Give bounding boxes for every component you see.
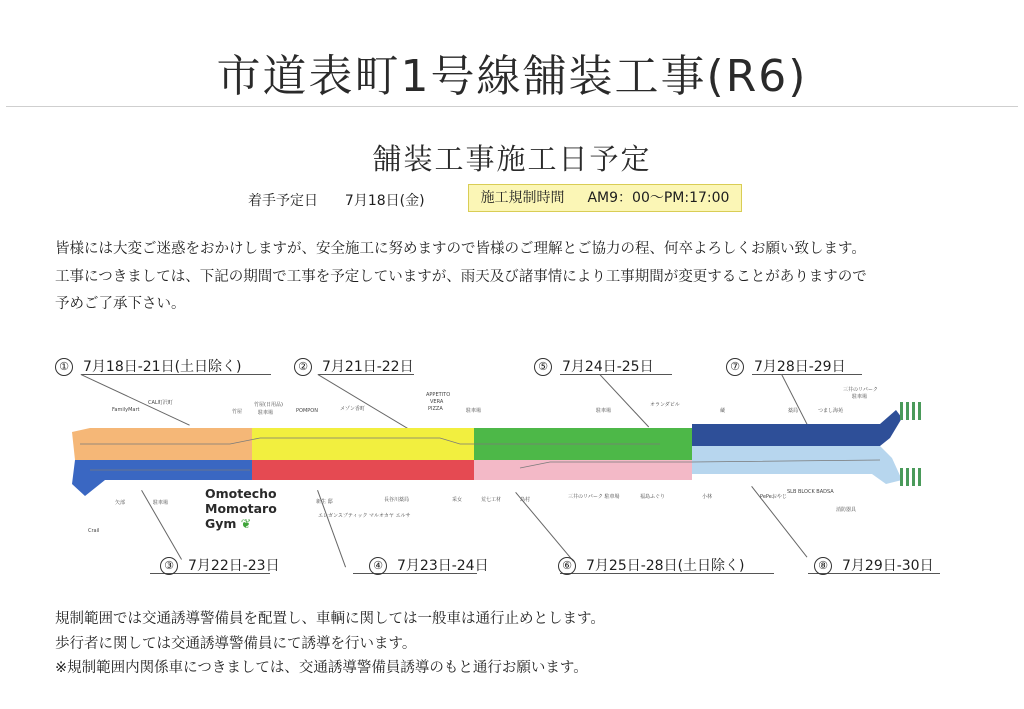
map-label-parking-c: 駐車場 xyxy=(596,408,612,414)
work-hours-box xyxy=(468,184,742,212)
map-label-ponpon: POMPON xyxy=(296,408,318,414)
schedule-dates-8: 7月29日-30日 xyxy=(842,558,934,574)
map-label-mitsui2: 三井のリパーク 駐車場 xyxy=(568,494,620,500)
map-label-appetito: APPETITO xyxy=(426,392,451,398)
map-label-kura: 蔵 xyxy=(720,408,726,414)
label-underline-2 xyxy=(318,374,414,375)
schedule-number-8: ⑧ xyxy=(814,557,832,575)
map-label-parking-e: 駐車場 xyxy=(153,500,169,506)
schedule-label-6 xyxy=(558,555,745,575)
schedule-label-1 xyxy=(55,356,242,376)
map-label-parking-a: 駐車場 xyxy=(258,410,274,416)
work-hours-label: 施工規制時間 xyxy=(480,190,565,206)
leaf-icon: ❦ xyxy=(240,516,252,531)
schedule-dates-2: 7月21日-22日 xyxy=(322,359,414,375)
note-line-3: ※規制範囲内関係車につきましては、交通誘導警備員誘導のもと通行お願います。 xyxy=(55,660,588,676)
road-segments xyxy=(72,410,902,496)
map-label-shima: 島村 xyxy=(520,497,531,503)
gym-logo-line-2: Momotaro xyxy=(205,501,277,516)
map-label-uneme: 采女 xyxy=(452,497,463,503)
gym-logo-line-1: Omotecho xyxy=(205,486,277,501)
map-label-koka: 小林 xyxy=(702,494,713,500)
schedule-dates-3: 7月22日-23日 xyxy=(188,558,280,574)
schedule-number-5: ⑤ xyxy=(534,358,552,376)
note-line-1: 規制範囲では交通誘導警備員を配置し、車輌に関しては一般車は通行止めとします。 xyxy=(55,611,605,627)
schedule-label-3 xyxy=(160,555,280,575)
schedule-number-6: ⑥ xyxy=(558,557,576,575)
segment-7-area xyxy=(692,410,902,446)
map-label-fire: 消防器具 xyxy=(836,507,857,513)
start-date-line xyxy=(248,190,425,210)
map-label-cal: CAL町沢町 xyxy=(148,400,173,406)
schedule-dates-4: 7月23日-24日 xyxy=(397,558,489,574)
crosswalk xyxy=(900,402,921,486)
map-label-pepe: PePeおやじ xyxy=(760,494,787,500)
map-label-parking-b: 駐車場 xyxy=(466,408,482,414)
map-label-tsumashi: つまし海苑 xyxy=(818,408,844,414)
map-label-crail: Crail xyxy=(88,528,100,534)
start-date-label: 着手予定日 xyxy=(248,193,318,209)
page-subtitle: 舗装工事施工日予定 xyxy=(372,142,652,176)
construction-area-map xyxy=(60,392,940,542)
intro-line-1: 皆様には大変ご迷惑をおかけしますが、安全施工に努めますので皆様のご理解とご協力の程、何卒よろしくお願い致します。 xyxy=(55,241,866,257)
map-label-takeya: 竹屋 xyxy=(232,409,243,415)
map-label-block: SLB BLOCK BADSA xyxy=(787,489,834,495)
map-label-vera: VERA xyxy=(430,399,444,405)
schedule-dates-6: 7月25日-28日(土日除く) xyxy=(586,558,745,574)
segment-4-area xyxy=(252,460,474,480)
map-label-yakkyoku: 薬局 xyxy=(788,408,799,414)
label-underline-1 xyxy=(81,374,271,375)
map-label-hasegawa: 長谷川薬局 xyxy=(384,497,410,503)
map-label-shinsen: 新生 邸 xyxy=(316,499,333,505)
gym-logo xyxy=(205,486,277,531)
schedule-number-2: ② xyxy=(294,358,312,376)
map-label-pizza: PIZZA xyxy=(428,406,443,412)
segment-8-area xyxy=(692,446,902,484)
schedule-number-7: ⑦ xyxy=(726,358,744,376)
schedule-label-4 xyxy=(369,555,489,575)
map-label-fukuda: 福島ふぐり xyxy=(640,494,666,500)
schedule-dates-5: 7月24日-25日 xyxy=(562,359,654,375)
schedule-label-2 xyxy=(294,356,414,376)
schedule-number-1: ① xyxy=(55,358,73,376)
intro-line-3: 予めご了承下さい。 xyxy=(55,296,186,312)
intro-line-2: 工事につきましては、下記の期間で工事を予定していますが、雨天及び諸事情により工事期間が変更することがありますので xyxy=(55,269,867,285)
segment-6-area xyxy=(474,460,692,480)
map-label-yabe: 矢部 xyxy=(115,500,126,506)
start-date-value: 7月18日(金) xyxy=(344,193,425,209)
schedule-number-4: ④ xyxy=(369,557,387,575)
note-line-2: 歩行者に関しては交通誘導警備員にて誘導を行います。 xyxy=(55,636,417,652)
schedule-label-7 xyxy=(726,356,846,376)
label-underline-5 xyxy=(560,374,672,375)
map-label-arakawa: 荒七工材 xyxy=(481,497,502,503)
map-label-mitsui: 三井のリパーク xyxy=(843,387,878,393)
schedule-dates-7: 7月28日-29日 xyxy=(754,359,846,375)
map-label-parking-d: 駐車場 xyxy=(852,394,868,400)
map-label-meson: メゾン香町 xyxy=(340,406,365,412)
map-label-familymart: FamilyMart xyxy=(112,407,140,413)
schedule-dates-1: 7月18日-21日(土日除く) xyxy=(83,359,242,375)
schedule-label-5 xyxy=(534,356,654,376)
map-label-elegance: エレガンスブティック マルオカヤ エルサ xyxy=(318,513,411,519)
map-label-orange: オランダビル xyxy=(650,402,680,408)
schedule-number-3: ③ xyxy=(160,557,178,575)
gym-logo-line-3: Gym xyxy=(205,516,237,531)
work-hours-value: AM9：00～PM:17:00 xyxy=(587,190,730,206)
segment-2-area xyxy=(252,428,474,460)
label-underline-7 xyxy=(752,374,862,375)
schedule-label-8 xyxy=(814,555,934,575)
map-label-takeya2: 竹屋(日用品) xyxy=(254,402,283,408)
title-divider xyxy=(6,106,1018,107)
page-title: 市道表町1号線舗装工事(R6) xyxy=(216,51,808,102)
